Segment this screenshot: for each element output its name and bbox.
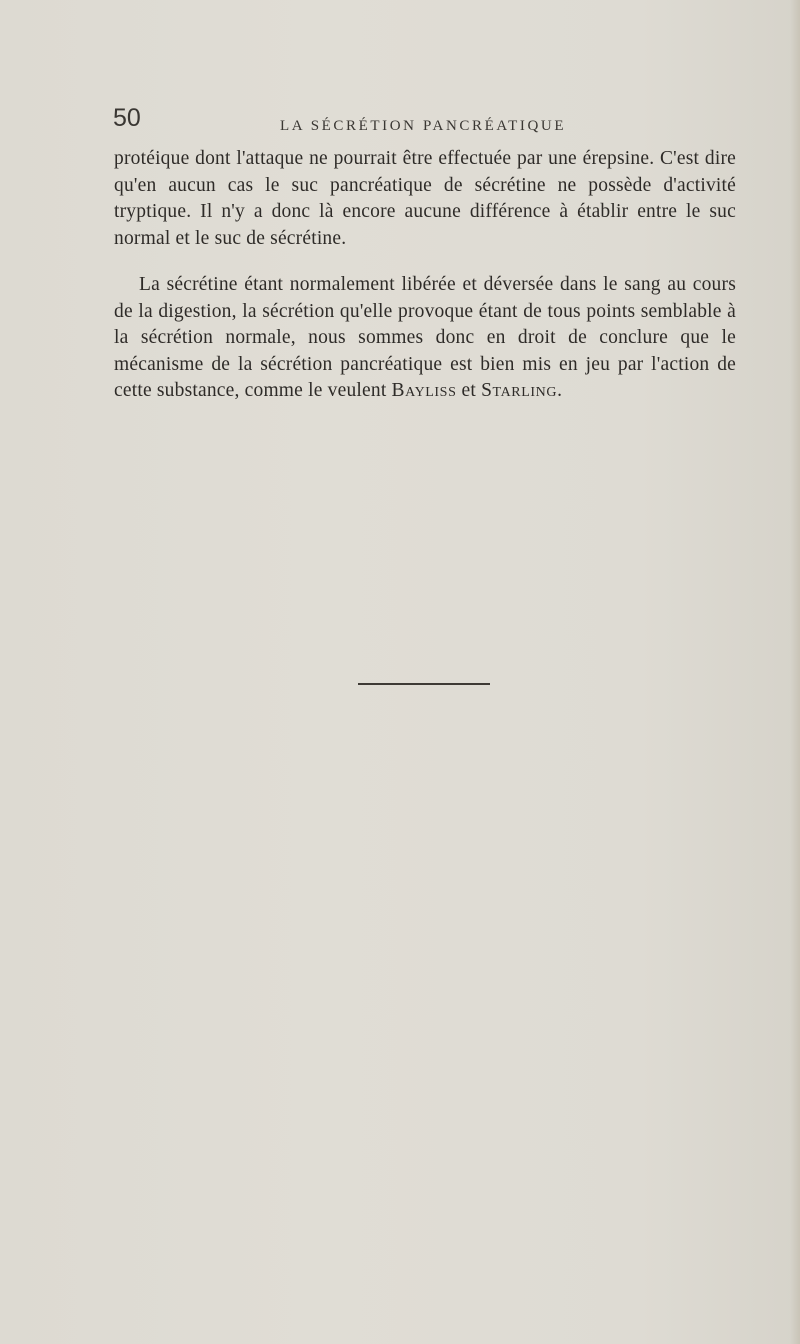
page-edge-shadow (790, 0, 800, 1344)
author-starling: Starling (481, 380, 558, 401)
page-number: 50 (113, 104, 141, 132)
paragraph-2-text: La sécrétine étant normalement libérée et déversée dans le sang au cours de la digestion, la sécrétion qu'elle provoque étant de tous points semblable à la sécrétion normale, nous sommes donc en droit de conclure que le mécanisme de la sécrétion pancréatique est bien mis en jeu par l'action de cette substance, comme le veulent (114, 274, 736, 401)
author-bayliss: Bayliss (391, 380, 457, 401)
conjunction: et (461, 380, 477, 401)
end-punctuation: . (557, 380, 563, 401)
running-title: LA SÉCRÉTION PANCRÉATIQUE (280, 118, 567, 134)
body-text (114, 146, 736, 405)
paragraph-1: protéique dont l'attaque ne pourrait être effectuée par une érepsine. C'est dire qu'en aucun cas le suc pancréatique de sécrétine ne possède d'activité tryptique. Il n'y a donc là encore aucune différence à établir entre le suc normal et le suc de sécrétine. (114, 148, 736, 249)
section-end-rule (358, 683, 490, 685)
paragraph-2 (114, 272, 736, 405)
